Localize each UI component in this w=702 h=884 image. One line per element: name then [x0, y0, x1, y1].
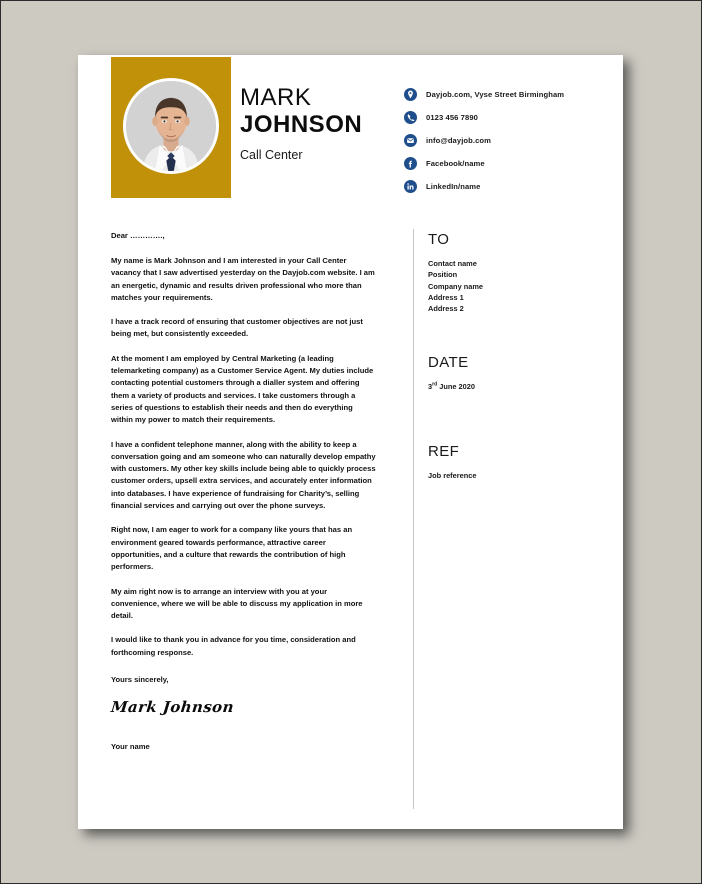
closing-line: Yours sincerely, [111, 675, 169, 685]
avatar [123, 78, 219, 174]
facebook-icon [404, 157, 417, 170]
letter-header [78, 55, 623, 205]
column-divider [413, 229, 414, 809]
linkedin-icon [404, 180, 417, 193]
date-ordinal: rd [432, 381, 438, 388]
recipient-line: Position [428, 270, 458, 280]
spacer [428, 314, 593, 354]
your-name-placeholder: Your name [111, 742, 150, 752]
letter-paragraph: I have a track record of ensuring that customer objectives are not just being met, but consistently exceeded. [111, 317, 363, 339]
letter-paragraph: My aim right now is to arrange an interview with you at your convenience, where we will be able to discuss my application in more detail. [111, 586, 363, 621]
document-page [78, 55, 623, 829]
signature: Mark Johnson [110, 698, 235, 717]
recipient-line: Contact name [428, 259, 477, 268]
reference-value: Job reference [428, 470, 477, 480]
recipient-line: Address 2 [428, 304, 464, 313]
letter-paragraph: My name is Mark Johnson and I am interested in your Call Center vacancy that I saw advertised yesterday on the Dayjob.com website. I am an energetic, dynamic and results driven professional who more than matches your requirements. [111, 256, 375, 302]
date-day: 3 [428, 382, 433, 392]
reference-block [428, 443, 593, 481]
contact-row-address [404, 83, 564, 106]
phone-icon [404, 111, 417, 124]
letter-paragraph: I would like to thank you in advance for you time, consideration and forthcoming response. [111, 635, 356, 657]
contact-row-linkedin [404, 175, 564, 198]
date-block [428, 354, 593, 392]
location-pin-icon [404, 88, 417, 101]
letter-paragraph: Right now, I am eager to work for a company like yours that has an environment geared towards performance, attractive career opportunities, and a culture that rewards the contribution of high performers. [111, 525, 353, 572]
recipient-line: Address 1 [428, 292, 464, 302]
last-name: JOHNSON [240, 110, 363, 138]
letter-paragraph: I have a confident telephone manner, along with the ability to keep a conversation going and am someone who can naturally develop empathy with customers. My other key skills include being able to quickly process customer orders, upsell extra services, and accurately enter information into databases. I have experience of fundraising for Charity’s, selling financial services and carrying out over the phone surveys. [111, 439, 376, 511]
recipient-line: Company name [428, 281, 484, 291]
contact-address-text: Dayjob.com, Vyse Street Birmingham [426, 90, 565, 99]
job-title: Call Center [240, 147, 303, 162]
reference-heading: REF [428, 442, 460, 460]
letter-meta-column [428, 231, 593, 481]
contact-list [404, 83, 564, 198]
recipient-heading: TO [428, 231, 450, 248]
first-name: MARK [240, 84, 312, 111]
date-heading: DATE [428, 354, 469, 372]
email-icon [404, 134, 417, 147]
name-block [240, 85, 362, 162]
contact-row-email [404, 129, 564, 152]
recipient-block [428, 231, 593, 314]
date-rest: June 2020 [437, 382, 475, 392]
salutation: Dear …………., [111, 231, 165, 240]
letter-paragraph: At the moment I am employed by Central Marketing (a leading telemarketing company) as a Customer Service Agent. My duties include contacting potential customers through a dialler system and offering them a variety of products and services. I take customers through a series of questions to establish their needs and then do everything within my power to match their requirements. [111, 353, 374, 425]
contact-linkedin-text: LinkedIn/name [426, 182, 481, 191]
contact-facebook-text: Facebook/name [426, 159, 485, 168]
contact-row-phone [404, 106, 564, 129]
contact-email-text: info@dayjob.com [426, 136, 492, 145]
letter-body [111, 231, 376, 751]
contact-row-facebook [404, 152, 564, 175]
date-value [428, 381, 593, 392]
contact-phone-text: 0123 456 7890 [426, 113, 478, 122]
spacer [428, 393, 593, 443]
photo-accent-block [111, 57, 231, 198]
portrait-illustration [126, 81, 216, 171]
